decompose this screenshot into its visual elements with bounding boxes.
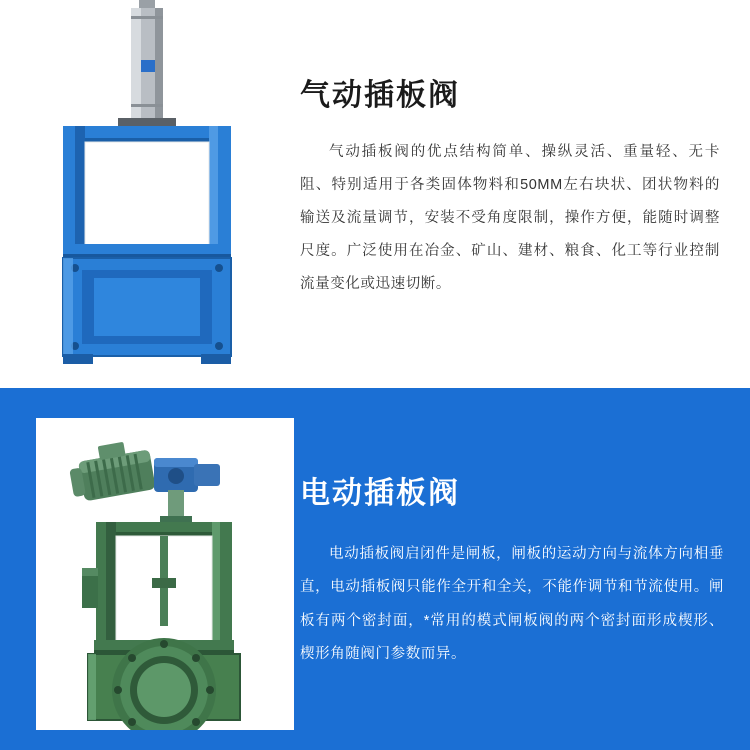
- section-electric: [0, 388, 750, 750]
- section-title-electric: 电动插板阀: [300, 477, 460, 510]
- pneumatic-valve-image: [0, 0, 290, 386]
- section-body-pneumatic: 气动插板阀的优点结构简单、操纵灵活、重量轻、无卡阻、特别适用于各类固体物料和50MM左右块状、团状物料的输送及流量调节，安装不受角度限制，操作方便，能随时调整尺度。广泛使用在冶金、矿山、建材、粮食、化工等行业控制流量变化或迅速切断。: [300, 144, 720, 293]
- pneumatic-valve-illustration: [0, 0, 290, 386]
- section-body-electric: 电动插板阀启闭件是闸板，闸板的运动方向与流体方向相垂直，电动插板阀只能作全开和全关，不能作调节和节流使用。闸板有两个密封面，*常用的模式闸板阀的两个密封面形成楔形、楔形角随阀门参数而异。: [300, 546, 724, 663]
- electric-valve-illustration: [36, 418, 294, 730]
- pneumatic-text-block: [300, 70, 730, 301]
- electric-text-block: [300, 468, 730, 671]
- electric-valve-image: [36, 418, 294, 730]
- section-title-pneumatic: 气动插板阀: [300, 79, 460, 112]
